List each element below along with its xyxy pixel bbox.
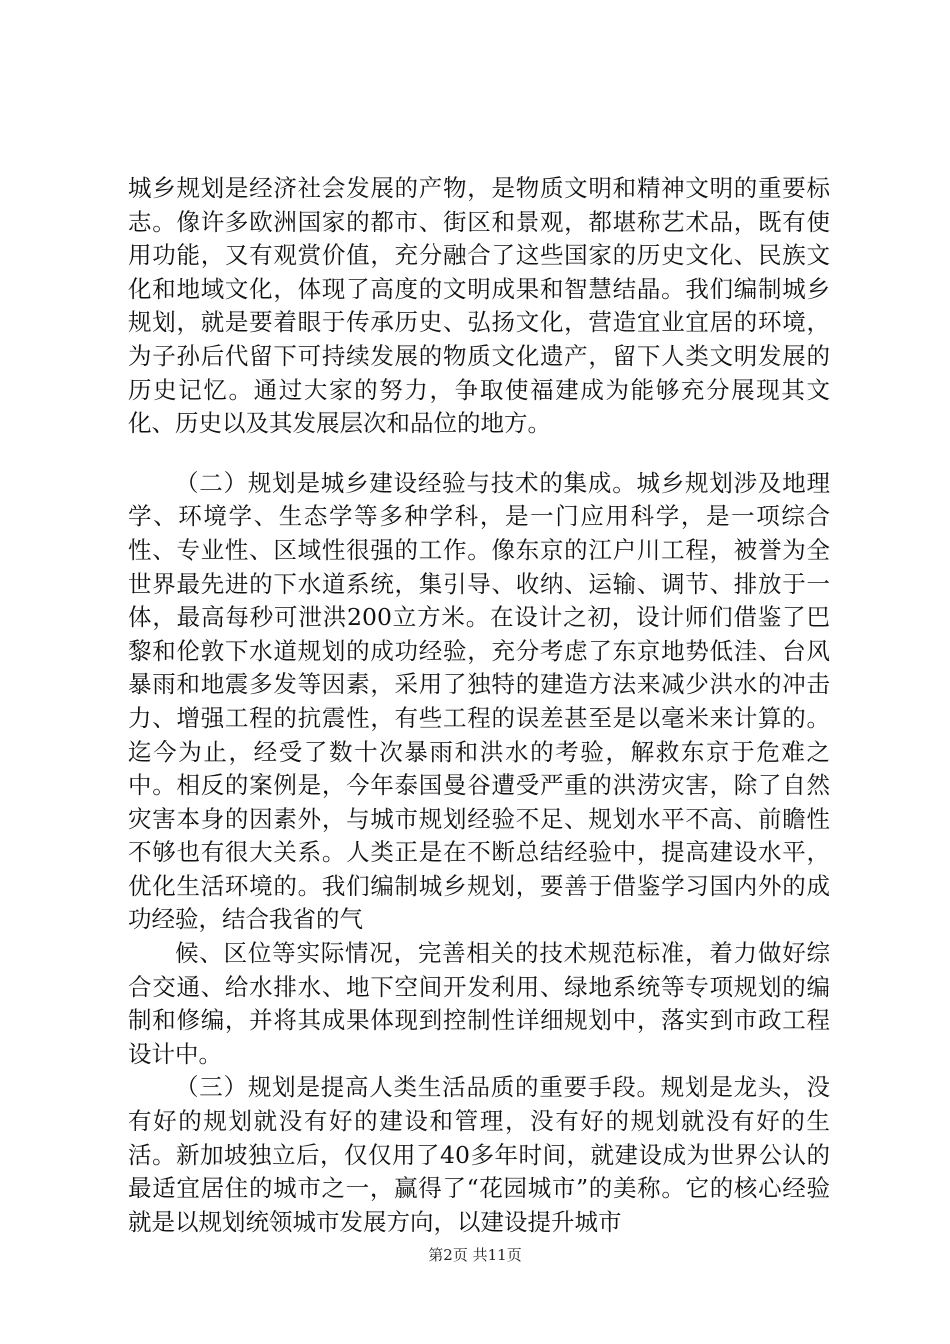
- paragraph-section-two-continued: 候、区位等实际情况，完善相关的技术规范标准，着力做好综合交通、给水排水、地下空间开发利用、绿地系统等专项规划的编制和修编，并将其成果体现到控制性详细规划中，落实到市政工程设计中。: [128, 939, 830, 1068]
- paragraph-culture: 城乡规划是经济社会发展的产物，是物质文明和精神文明的重要标志。像许多欧洲国家的都市、街区和景观，都堪称艺术品，既有使用功能，又有观赏价值，充分融合了这些国家的历史文化、民族文化和地域文化，体现了高度的文明成果和智慧结晶。我们编制城乡规划，就是要着眼于传承历史、弘扬文化，营造宜业宜居的环境，为子孙后代留下可持续发展的物质文化遗产，留下人类文明发展的历史记忆。通过大家的努力，争取使福建成为能够充分展现其文化、历史以及其发展层次和品位的地方。: [128, 174, 830, 438]
- page-number-label: 第2页 共11页: [428, 1246, 522, 1264]
- page-footer: [0, 1245, 950, 1265]
- paragraph-section-two: （二）规划是城乡建设经验与技术的集成。城乡规划涉及地理学、环境学、生态学等多种学科，是一门应用科学，是一项综合性、专业性、区域性很强的工作。像东京的江户川工程，被誉为全世界最先进的下水道系统，集引导、收纳、运输、调节、排放于一体，最高每秒可泄洪200立方米。在设计之初，设计师们借鉴了巴黎和伦敦下水道规划的成功经验，充分考虑了东京地势低洼、台风暴雨和地震多发等因素，采用了独特的建造方法来减少洪水的冲击力、增强工程的抗震性，有些工程的误差甚至是以毫米来计算的。迄今为止，经受了数十次暴雨和洪水的考验，解救东京于危难之中。相反的案例是，今年泰国曼谷遭受严重的洪涝灾害，除了自然灾害本身的因素外，与城市规划经验不足、规划水平不高、前瞻性不够也有很大关系。人类正是在不断总结经验中，提高建设水平，优化生活环境的。我们编制城乡规划，要善于借鉴学习国内外的成功经验，结合我省的气: [128, 468, 830, 934]
- paragraph-section-three: （三）规划是提高人类生活品质的重要手段。规划是龙头，没有好的规划就没有好的建设和管理，没有好的规划就没有好的生活。新加坡独立后，仅仅用了40多年时间，就建设成为世界公认的最适宜居住的城市之一，赢得了“花园城市”的美称。它的核心经验就是以规划统领城市发展方向，以建设提升城市: [128, 1073, 830, 1236]
- document-body: [128, 172, 830, 1239]
